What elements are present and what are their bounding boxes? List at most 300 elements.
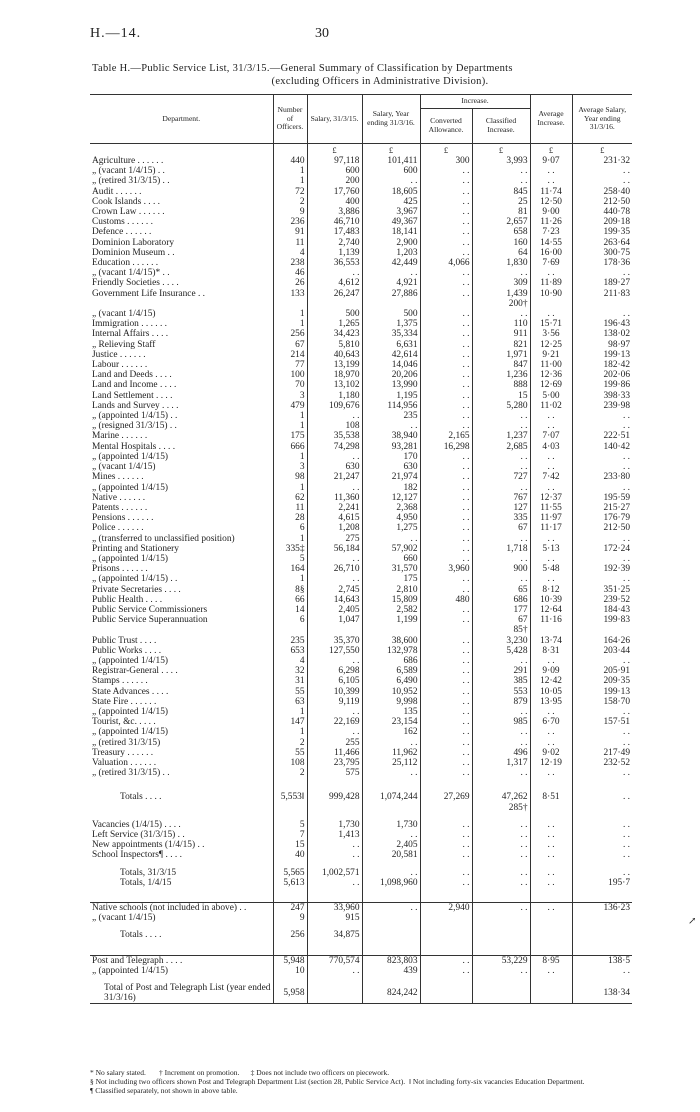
unit-cell: £ (530, 144, 572, 157)
row-cell: . . (420, 360, 472, 370)
row-cell: 36,553 (307, 258, 362, 268)
row-cell: . . (307, 268, 362, 278)
row-cell: 72 (273, 187, 307, 197)
row-cell: . . (572, 707, 632, 717)
row-cell: . . (420, 820, 472, 830)
row-cell: 13·95 (530, 697, 572, 707)
department-row (90, 503, 632, 513)
row-cell: 300·75 (572, 248, 632, 258)
row-cell: 3,967 (362, 207, 420, 217)
row-cell: 42,449 (362, 258, 420, 268)
row-label: Valuation . . . . . . (92, 757, 157, 768)
department-row (90, 217, 632, 227)
row-cell: 9,119 (307, 697, 362, 707)
row-cell: 6 (273, 523, 307, 533)
row-cell: 62 (273, 493, 307, 503)
row-cell: 915 (307, 913, 362, 923)
row-cell: 8·51 (530, 792, 572, 802)
row-cell: 236 (273, 217, 307, 227)
row-cell: . . (420, 350, 472, 360)
department-row (90, 227, 632, 237)
row-cell: . . (572, 421, 632, 431)
row-cell: 4,921 (362, 278, 420, 288)
row-cell: . . (530, 574, 572, 584)
row-cell: . . (420, 554, 472, 564)
row-cell: 147 (273, 717, 307, 727)
post-telegraph-row (90, 955, 632, 966)
department-row (90, 309, 632, 319)
row-cell: 25 (472, 197, 530, 207)
row-cell: 28 (273, 513, 307, 523)
row-cell: 192·39 (572, 564, 632, 574)
row-cell: 7·07 (530, 431, 572, 441)
row-cell (572, 803, 632, 813)
row-cell (530, 299, 572, 309)
row-cell: . . (530, 462, 572, 472)
row-cell: 1,208 (307, 523, 362, 533)
row-cell: 212·50 (572, 197, 632, 207)
row-cell: 35,334 (362, 329, 420, 339)
row-cell: 2,745 (307, 585, 362, 595)
row-cell: . . (420, 585, 472, 595)
row-cell: 175 (362, 574, 420, 584)
row-cell: 1,195 (362, 391, 420, 401)
row-cell: 172·24 (572, 544, 632, 554)
row-label: Public Trust . . . . (92, 635, 157, 646)
row-cell: 11·17 (530, 523, 572, 533)
department-row (90, 554, 632, 564)
department-row (90, 483, 632, 493)
row-cell: . . (420, 840, 472, 850)
row-cell: 199·86 (572, 380, 632, 390)
row-cell: . . (420, 687, 472, 697)
row-cell: 17,483 (307, 227, 362, 237)
row-cell: 8·31 (530, 646, 572, 656)
header-department: Department. (90, 95, 273, 144)
row-cell: . . (307, 656, 362, 666)
row-cell: 1,237 (472, 431, 530, 441)
row-cell: 291 (472, 666, 530, 676)
row-cell: 175 (273, 431, 307, 441)
row-cell: 127 (472, 503, 530, 513)
row-cell: 1,203 (362, 248, 420, 258)
department-row (90, 564, 632, 574)
row-cell: 1,730 (362, 820, 420, 830)
row-label: Left Service (31/3/15) . . (92, 830, 185, 840)
row-cell (572, 913, 632, 923)
row-cell: 496 (472, 748, 530, 758)
row-cell: . . (572, 738, 632, 748)
row-cell: 15,809 (362, 595, 420, 605)
department-row (90, 289, 632, 299)
row-cell: . . (572, 966, 632, 976)
row-label: „ (vacant 1/4/15)* . . (92, 268, 170, 279)
row-cell: . . (472, 452, 530, 462)
row-cell: 11,360 (307, 493, 362, 503)
row-label: Customs . . . . . . (92, 217, 153, 228)
row-label: Totals . . . . (120, 792, 162, 803)
row-cell: 205·91 (572, 666, 632, 676)
row-cell: 1 (273, 727, 307, 737)
row-cell: 98 (273, 472, 307, 482)
row-cell: . . (472, 268, 530, 278)
row-cell: . . (472, 421, 530, 431)
row-cell: 686 (472, 595, 530, 605)
row-label: School Inspectors¶ . . . . (92, 850, 182, 861)
page-number: 30 (315, 26, 329, 41)
row-cell: 440 (273, 156, 307, 166)
row-cell: . . (420, 176, 472, 186)
row-label: Public Health . . . . (92, 594, 163, 605)
row-label: Crown Law . . . . . . (92, 207, 165, 218)
row-cell: 247 (273, 903, 307, 914)
department-row (90, 513, 632, 523)
row-label: Stamps . . . . . . (92, 676, 148, 687)
row-cell: . . (420, 717, 472, 727)
row-cell: . . (572, 850, 632, 860)
department-row (90, 676, 632, 686)
row-label: New appointments (1/4/15) . . (92, 840, 205, 851)
row-cell: . . (420, 370, 472, 380)
row-cell: . . (362, 738, 420, 748)
row-cell: 686 (362, 656, 420, 666)
row-cell: 196·43 (572, 319, 632, 329)
row-label: Public Works . . . . (92, 645, 162, 656)
row-cell: 38,940 (362, 431, 420, 441)
row-cell: . . (307, 452, 362, 462)
row-cell (362, 930, 420, 940)
row-cell: 4 (273, 656, 307, 666)
row-cell: 55 (273, 748, 307, 758)
row-cell: 182 (362, 483, 420, 493)
row-cell: 47,262 (472, 792, 530, 802)
row-label: „ (vacant 1/4/15) (92, 913, 156, 924)
unit-cell: £ (420, 144, 472, 157)
row-cell: . . (472, 738, 530, 748)
row-cell: 100 (273, 370, 307, 380)
row-cell: 77 (273, 360, 307, 370)
row-cell: 5 (273, 554, 307, 564)
header-converted: Converted Allowance. (420, 109, 472, 144)
row-cell (530, 625, 572, 635)
row-cell: . . (572, 574, 632, 584)
row-label: Totals . . . . (120, 930, 162, 941)
row-cell: 21,974 (362, 472, 420, 482)
row-cell: 2,657 (472, 217, 530, 227)
row-label: „ (retired 31/3/15) . . (92, 768, 170, 779)
row-cell: . . (472, 878, 530, 888)
row-cell: 385 (472, 676, 530, 686)
row-cell: 9 (273, 207, 307, 217)
row-cell: 14,046 (362, 360, 420, 370)
row-cell: 15·71 (530, 319, 572, 329)
row-cell: 5,280 (472, 401, 530, 411)
row-cell (572, 299, 632, 309)
row-cell: 22,169 (307, 717, 362, 727)
table-subtitle: (excluding Officers in Administrative Division). (271, 76, 489, 87)
row-cell (420, 913, 472, 923)
row-cell: 5 (273, 820, 307, 830)
row-cell: 847 (472, 360, 530, 370)
unit-cell (273, 144, 307, 157)
row-cell: 20,581 (362, 850, 420, 860)
row-cell: . . (420, 380, 472, 390)
department-row (90, 523, 632, 533)
row-cell: 5·00 (530, 391, 572, 401)
row-cell: 40,643 (307, 350, 362, 360)
row-cell: 888 (472, 380, 530, 390)
row-cell: 199·35 (572, 227, 632, 237)
department-row (90, 656, 632, 666)
row-cell: 1 (273, 483, 307, 493)
row-cell: 12,127 (362, 493, 420, 503)
row-cell: 85† (472, 625, 530, 635)
row-label: Education . . . . . . (92, 258, 159, 269)
row-spacer (90, 778, 632, 792)
row-label: Pensions . . . . . . (92, 513, 154, 524)
department-row (90, 411, 632, 421)
row-cell: 214 (273, 350, 307, 360)
row-cell: 108 (273, 758, 307, 768)
row-cell: 6,298 (307, 666, 362, 676)
row-cell: 70 (273, 380, 307, 390)
row-cell: . . (530, 830, 572, 840)
row-cell: 97,118 (307, 156, 362, 166)
row-cell (307, 625, 362, 635)
row-cell: . . (572, 534, 632, 544)
row-cell: 158·70 (572, 697, 632, 707)
row-cell: 8·12 (530, 585, 572, 595)
row-cell: 67 (472, 523, 530, 533)
department-row (90, 401, 632, 411)
page-series: H.—14. (90, 26, 142, 41)
header-officers: Number of Officers. (273, 95, 307, 144)
row-cell: 7·42 (530, 472, 572, 482)
row-spacer (90, 888, 632, 903)
row-cell: 4·03 (530, 442, 572, 452)
row-cell: 823,803 (362, 955, 420, 966)
row-cell: . . (420, 830, 472, 840)
row-cell: . . (530, 421, 572, 431)
row-cell: 3·56 (530, 329, 572, 339)
row-cell: . . (307, 483, 362, 493)
row-cell: 138·34 (572, 983, 632, 1004)
row-cell: . . (420, 483, 472, 493)
department-row (90, 360, 632, 370)
row-cell: 553 (472, 687, 530, 697)
row-cell: 1 (273, 707, 307, 717)
department-row (90, 329, 632, 339)
department-row (90, 391, 632, 401)
row-cell: 34,423 (307, 329, 362, 339)
row-cell: 1,199 (362, 615, 420, 625)
row-cell: . . (572, 820, 632, 830)
footnote-2: † Increment on promotion. (158, 1068, 240, 1077)
row-label: Totals, 1/4/15 (120, 877, 172, 888)
row-cell: 5,948 (273, 955, 307, 966)
units-row (90, 144, 632, 157)
row-cell: 91 (273, 227, 307, 237)
row-cell: 400 (307, 197, 362, 207)
row-cell: . . (530, 820, 572, 830)
row-label: Post and Telegraph . . . . (90, 955, 273, 966)
row-cell: 824,242 (362, 983, 420, 1004)
row-label (90, 625, 273, 635)
row-label: Treasury . . . . . . (92, 747, 154, 758)
row-label: State Advances . . . . (92, 686, 169, 697)
row-cell: 233·80 (572, 472, 632, 482)
row-cell: . . (472, 574, 530, 584)
row-cell: 11,962 (362, 748, 420, 758)
row-cell: 1,236 (472, 370, 530, 380)
row-cell: . . (530, 411, 572, 421)
row-cell: 177 (472, 605, 530, 615)
row-cell: . . (472, 707, 530, 717)
row-cell: 239·52 (572, 595, 632, 605)
department-row (90, 636, 632, 646)
row-cell: . . (530, 707, 572, 717)
row-cell: . . (572, 176, 632, 186)
row-cell: 11·00 (530, 360, 572, 370)
row-cell: 11·89 (530, 278, 572, 288)
row-cell: 2,241 (307, 503, 362, 513)
row-cell: 5·13 (530, 544, 572, 554)
row-cell: 209·18 (572, 217, 632, 227)
row-label: Vacancies (1/4/15) . . . . (92, 819, 181, 830)
department-row (90, 166, 632, 176)
row-cell: 2,940 (420, 903, 472, 914)
department-row (90, 574, 632, 584)
department-row (90, 258, 632, 268)
row-cell: 13,990 (362, 380, 420, 390)
row-cell: 18,970 (307, 370, 362, 380)
row-cell: 67 (273, 340, 307, 350)
row-cell: 1,971 (472, 350, 530, 360)
row-cell: 879 (472, 697, 530, 707)
row-cell: 49,367 (362, 217, 420, 227)
summary-table (90, 94, 632, 1004)
row-cell: 138·5 (572, 955, 632, 966)
row-cell: 440·78 (572, 207, 632, 217)
department-row (90, 462, 632, 472)
row-cell: 770,574 (307, 955, 362, 966)
row-cell: 25,112 (362, 758, 420, 768)
row-cell (472, 930, 530, 940)
row-cell: . . (420, 758, 472, 768)
header-salary-1916: Salary, Year ending 31/3/16. (362, 95, 420, 144)
row-cell: 1,047 (307, 615, 362, 625)
row-cell: . . (530, 176, 572, 186)
row-label: Printing and Stationery (92, 543, 179, 554)
row-cell: . . (420, 878, 472, 888)
row-cell: 26,710 (307, 564, 362, 574)
row-cell: . . (420, 197, 472, 207)
row-cell: 309 (472, 278, 530, 288)
row-cell: . . (530, 554, 572, 564)
row-cell: 199·13 (572, 350, 632, 360)
row-cell: 2,740 (307, 238, 362, 248)
row-cell (307, 983, 362, 1004)
row-cell: 1 (273, 176, 307, 186)
row-cell: 101,411 (362, 156, 420, 166)
row-cell (530, 983, 572, 1004)
row-label: Land and Deeds . . . . (92, 370, 172, 381)
row-cell: 209·35 (572, 676, 632, 686)
department-row (90, 697, 632, 707)
row-cell: 109,676 (307, 401, 362, 411)
row-cell: 255 (307, 738, 362, 748)
row-cell: 7·69 (530, 258, 572, 268)
row-cell: 16,298 (420, 442, 472, 452)
row-cell: 140·42 (572, 442, 632, 452)
row-label: „ (appointed 1/4/15) (92, 655, 169, 666)
row-cell: . . (420, 289, 472, 299)
row-label: „ (appointed 1/4/15) . . (92, 574, 178, 585)
row-cell: 26 (273, 278, 307, 288)
row-spacer (90, 976, 632, 983)
department-row (90, 646, 632, 656)
row-cell: 9·07 (530, 156, 572, 166)
row-cell: . . (420, 636, 472, 646)
row-cell: 162 (362, 727, 420, 737)
row-cell: 575 (307, 768, 362, 778)
row-cell: 9·09 (530, 666, 572, 676)
department-row (90, 207, 632, 217)
row-cell (420, 299, 472, 309)
header-increase: Increase. (420, 95, 530, 109)
row-cell (572, 625, 632, 635)
row-cell: . . (530, 727, 572, 737)
row-cell: 13,102 (307, 380, 362, 390)
row-cell: . . (472, 309, 530, 319)
footnotes (90, 1068, 635, 1095)
row-cell: 3,993 (472, 156, 530, 166)
row-cell: 114,956 (362, 401, 420, 411)
row-cell: 1 (273, 421, 307, 431)
row-cell: 12·64 (530, 605, 572, 615)
row-cell: 7 (273, 830, 307, 840)
row-cell (530, 930, 572, 940)
row-cell: 14,643 (307, 595, 362, 605)
row-cell: 17,760 (307, 187, 362, 197)
row-cell: 9·21 (530, 350, 572, 360)
unit-cell: £ (362, 144, 420, 157)
row-cell: 15 (273, 840, 307, 850)
row-cell: 211·83 (572, 289, 632, 299)
row-label: Labour . . . . . . (92, 360, 148, 371)
row-cell: 479 (273, 401, 307, 411)
row-cell: . . (572, 792, 632, 802)
row-cell: 57,902 (362, 544, 420, 554)
row-cell: . . (530, 534, 572, 544)
row-cell (273, 803, 307, 813)
adjustment-row (90, 830, 632, 840)
row-cell: 11·26 (530, 217, 572, 227)
row-cell: . . (420, 238, 472, 248)
row-cell: . . (472, 462, 530, 472)
row-cell: . . (420, 534, 472, 544)
row-cell: . . (307, 574, 362, 584)
row-cell (362, 913, 420, 923)
row-cell: . . (420, 452, 472, 462)
row-cell: 164 (273, 564, 307, 574)
row-cell: 235 (273, 636, 307, 646)
row-cell: 222·51 (572, 431, 632, 441)
department-row (90, 187, 632, 197)
row-cell: 13·74 (530, 636, 572, 646)
row-label: Native schools (not included in above) . . (90, 903, 273, 914)
footnote-6: ¶ Classified separately, not shown in above table. (90, 1086, 238, 1095)
